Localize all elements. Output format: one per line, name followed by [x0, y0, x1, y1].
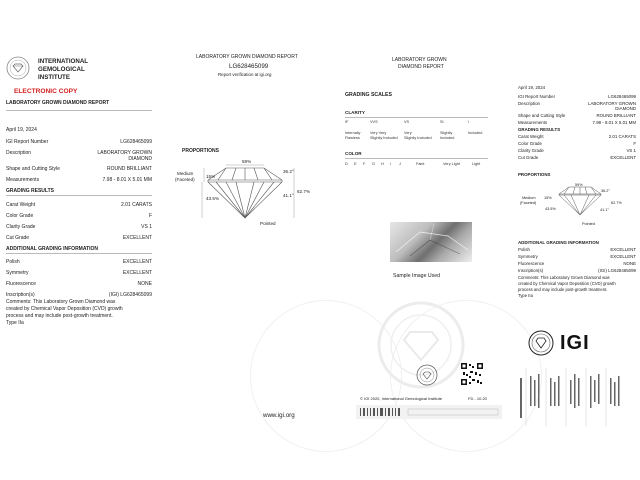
diamond-photo-facets	[390, 222, 472, 262]
color-grade-f: F	[363, 162, 366, 166]
clarity-desc: Flawless	[345, 136, 360, 140]
row-inscription: Inscription(s) (IGI) LG628465099	[6, 292, 152, 298]
right-diagram-girdle-label-1: Medium	[522, 196, 536, 200]
igi-seal-icon	[6, 56, 30, 80]
security-barcode-strip	[356, 405, 502, 419]
proportions-diagram	[174, 158, 324, 233]
right-row-measurements: Measurements 7.98 - 8.01 X 5.01 MM	[518, 120, 636, 125]
color-grade-e: E	[354, 162, 357, 166]
grading-title-line-1: LABORATORY GROWN	[392, 57, 447, 63]
right-row-fluorescence: Fluorescence NONE	[518, 261, 636, 266]
clarity-desc: Slightly	[440, 131, 453, 135]
institute-name-line-1: INTERNATIONAL	[38, 58, 89, 65]
clarity-grade-i: I	[468, 120, 470, 124]
right-diagram-girdle-label-2: (Faceted)	[520, 201, 537, 205]
right-row-description-cont: DIAMOND	[615, 106, 636, 111]
clarity-desc: Very Very	[370, 131, 387, 135]
left-panel	[0, 0, 160, 480]
diagram-girdle-label-1: Medium	[177, 171, 194, 176]
right-report-date: April 19, 2024	[518, 85, 546, 90]
igi-logo-seal-icon	[528, 330, 554, 356]
row-fluorescence: Fluorescence NONE	[6, 281, 152, 287]
right-row-report-number: IGI Report Number LG628465099	[518, 94, 636, 99]
institute-name-line-3: INSTITUTE	[38, 74, 70, 81]
right-diagram-depth-pct: 62.7%	[611, 201, 622, 205]
clarity-divider	[345, 117, 488, 118]
divider	[6, 195, 152, 196]
right-row-carat: Carat Weight 2.01 CARATS	[518, 134, 636, 139]
row-polish: Polish EXCELLENT	[6, 259, 152, 265]
color-grade-h: H	[381, 162, 384, 166]
clarity-desc: Included	[440, 136, 455, 140]
row-color: Color Grade F	[6, 213, 152, 219]
proportions-heading: PROPORTIONS	[182, 148, 219, 154]
middle-report-number: LG628465099	[229, 63, 269, 70]
diagram-girdle-label-2: (Faceted)	[175, 177, 195, 182]
diagram-crown-angle: 36.2°	[283, 169, 294, 174]
igi-logo-text: IGI	[560, 332, 590, 354]
row-symmetry: Symmetry EXCELLENT	[6, 270, 152, 276]
row-carat: Carat Weight 2.01 CARATS	[6, 202, 152, 208]
clarity-grade-vs: VS	[404, 120, 410, 124]
right-row-shape: Shape and Cutting Style ROUND BRILLIANT	[518, 113, 636, 118]
electronic-copy-badge: ELECTRONIC COPY	[14, 88, 78, 95]
right-comments-line-4: Type IIa	[518, 293, 533, 298]
rotated-summary-table	[518, 368, 630, 426]
diagram-depth-pct: 62.7%	[297, 189, 311, 194]
small-igi-seal-icon	[416, 364, 438, 386]
institute-name-line-2: GEMOLOGICAL	[38, 66, 85, 73]
comments-line-1: Comments: This Laboratory Grown Diamond was	[6, 299, 116, 305]
grading-scales-heading: GRADING SCALES	[345, 92, 392, 98]
website-url: www.igi.org	[263, 412, 295, 419]
clarity-heading: CLARITY	[345, 110, 365, 115]
color-grade-very-light: Very Light	[443, 162, 460, 166]
color-grade-j: J	[399, 162, 401, 166]
right-diagram-crown-angle: 36.2°	[601, 189, 610, 193]
clarity-grade-vvs: VVS	[370, 120, 378, 124]
clarity-desc: Slightly Included	[370, 136, 398, 140]
comments-line-3: process and may include post-growth treatment.	[6, 313, 113, 319]
report-title: LABORATORY GROWN DIAMOND REPORT	[6, 100, 110, 106]
section-additional: ADDITIONAL GRADING INFORMATION	[6, 246, 99, 252]
row-report-number: IGI Report Number LG628465099	[6, 139, 152, 145]
form-number: FD - 10.20	[468, 396, 487, 401]
right-section-additional: ADDITIONAL GRADING INFORMATION	[518, 240, 599, 245]
diagram-pavilion-depth: 43.5%	[206, 196, 220, 201]
color-grade-faint: Faint	[416, 162, 425, 166]
qr-code	[460, 362, 484, 386]
diagram-table-pct: 59%	[242, 159, 252, 164]
divider	[6, 253, 152, 254]
sample-diamond-photo	[390, 222, 472, 262]
comments-line-2: created by Chemical Vapor Deposition (CVD) growth	[6, 306, 123, 312]
color-grade-d: D	[345, 162, 348, 166]
color-grade-light: Light	[472, 162, 481, 166]
report-date: April 19, 2024	[6, 127, 37, 133]
clarity-desc: Included	[468, 131, 483, 135]
color-heading: COLOR	[345, 151, 362, 156]
grading-panel	[340, 0, 510, 480]
right-row-polish: Polish EXCELLENT	[518, 247, 636, 252]
right-comments-line-1: Comments: This Laboratory Grown Diamond was	[518, 275, 610, 280]
right-row-symmetry: Symmetry EXCELLENT	[518, 254, 636, 259]
comments-line-4: Type IIa	[6, 320, 24, 326]
clarity-desc: Internally	[345, 131, 361, 135]
right-row-description: Description LABORATORY GROWN	[518, 101, 636, 106]
row-measurements: Measurements 7.98 - 8.01 X 5.01 MM	[6, 177, 152, 183]
right-diagram-girdle-pct: 15%	[544, 196, 552, 200]
section-grading-results: GRADING RESULTS	[6, 188, 54, 194]
right-comments-line-2: created by Chemical Vapor Deposition (CVD) growth	[518, 281, 616, 286]
clarity-grade-si: SI	[440, 120, 444, 124]
right-proportions-heading: PROPORTIONS	[518, 172, 551, 177]
sample-image-caption: Sample Image Used	[393, 273, 440, 279]
clarity-desc: Very	[404, 131, 412, 135]
divider	[6, 110, 152, 111]
copyright-text: © IGI 2020, International Gemological Institute	[360, 396, 443, 401]
right-row-clarity: Clarity Grade VS 1	[518, 148, 636, 153]
clarity-grade-if: IF	[345, 120, 349, 124]
row-clarity: Clarity Grade VS 1	[6, 224, 152, 230]
row-description: Description LABORATORY GROWN	[6, 150, 152, 156]
middle-verify-text: Report verification at igi.org	[218, 72, 272, 77]
right-comments-line-3: process and may include post-growth treatment.	[518, 287, 608, 292]
middle-report-title: LABORATORY GROWN DIAMOND REPORT	[196, 54, 298, 60]
row-description-cont: DIAMOND	[128, 156, 152, 162]
right-diagram-pavilion-depth: 43.5%	[545, 207, 556, 211]
clarity-desc: Slightly Included	[404, 136, 432, 140]
color-grade-g: G	[372, 162, 375, 166]
diagram-girdle-pct: 15%	[206, 174, 216, 179]
grading-title-line-2: DIAMOND REPORT	[398, 64, 444, 70]
diagram-culet-label: Pointed	[260, 221, 276, 226]
color-divider	[345, 158, 488, 159]
right-diagram-culet-label: Pointed	[582, 222, 595, 226]
row-shape: Shape and Cutting Style ROUND BRILLIANT	[6, 166, 152, 172]
right-row-inscription: Inscription(s) (IGI) LG628465099	[518, 268, 636, 273]
row-cut: Cut Grade EXCELLENT	[6, 235, 152, 241]
right-diagram-pavilion-angle: 41.1°	[600, 208, 609, 212]
right-section-grading-results: GRADING RESULTS	[518, 127, 561, 132]
right-row-cut: Cut Grade EXCELLENT	[518, 155, 636, 160]
diagram-pavilion-angle: 41.1°	[283, 193, 294, 198]
color-grade-i: I	[390, 162, 392, 166]
right-diagram-table-pct: 59%	[575, 183, 583, 187]
right-row-color: Color Grade F	[518, 141, 636, 146]
middle-panel	[170, 0, 340, 480]
